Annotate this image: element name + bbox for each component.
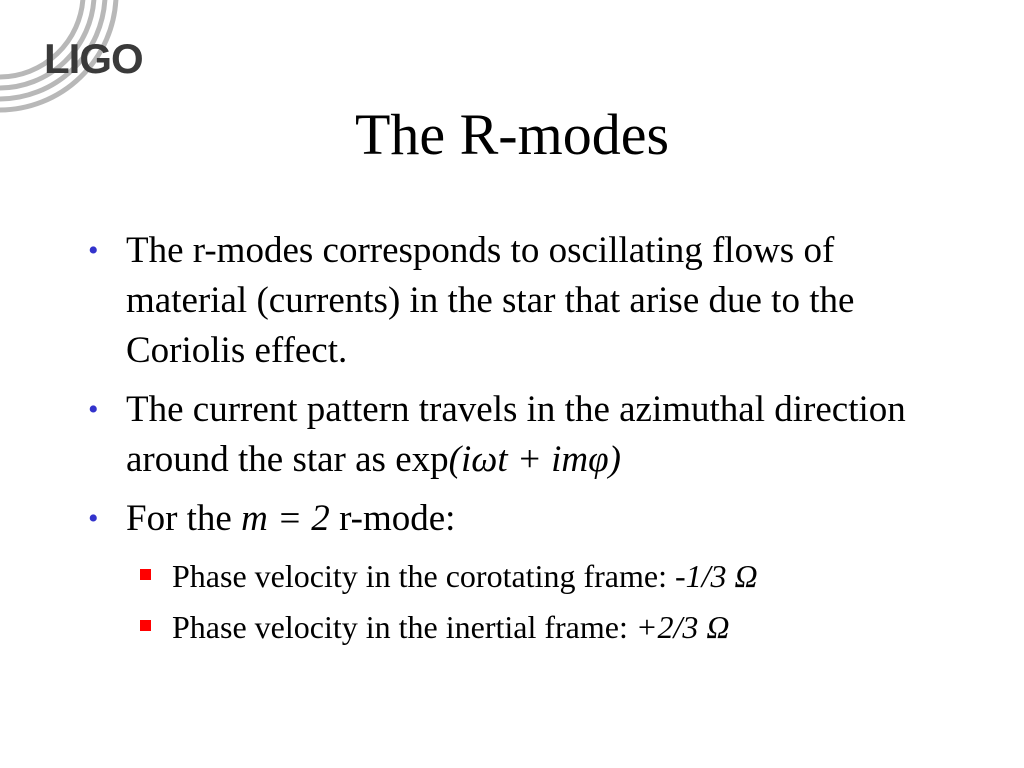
- bullet-text-3-plain: For the: [126, 498, 242, 539]
- sub-bullet-item-2: [140, 607, 932, 647]
- bullet-text-1: The r-modes corresponds to oscillating flows of material (currents) in the star that arise due to the Coriolis effect.: [126, 230, 855, 371]
- bullet-item-1: [88, 226, 946, 376]
- bullet-item-3: [88, 494, 946, 544]
- bullet-item-2: [88, 385, 946, 485]
- sub-bullet-text-1-math: -1/3 Ω: [674, 558, 758, 594]
- sub-bullet-text-2-math: +2/3 Ω: [635, 609, 730, 645]
- slide-title: The R-modes: [354, 102, 670, 167]
- bullet-dot-icon: •: [88, 502, 99, 535]
- bullet-dot-icon: •: [88, 393, 99, 426]
- ligo-logo: LIGO: [44, 35, 143, 82]
- sub-bullet-text-2-plain: Phase velocity in the inertial frame:: [172, 609, 636, 645]
- bullet-text-2-math: (iωt + imφ): [448, 439, 621, 480]
- sub-bullet-item-1: [140, 556, 932, 596]
- sub-bullet-text-2: [172, 607, 932, 647]
- sub-bullet-text-1: [172, 556, 932, 596]
- sub-bullet-text-1-plain: Phase velocity in the corotating frame:: [172, 558, 675, 594]
- bullet-text-2-plain: The current pattern travels in the azimuthal direction around the star as exp: [126, 389, 906, 480]
- bullet-text-3: [126, 494, 946, 544]
- bullet-text-3-tail: r-mode:: [329, 498, 456, 539]
- bullet-dot-icon: •: [88, 234, 99, 267]
- bullet-text-2: [126, 385, 946, 485]
- square-bullet-icon: [140, 620, 151, 631]
- bullet-text-3-math: m = 2: [241, 498, 330, 539]
- square-bullet-icon: [140, 569, 151, 580]
